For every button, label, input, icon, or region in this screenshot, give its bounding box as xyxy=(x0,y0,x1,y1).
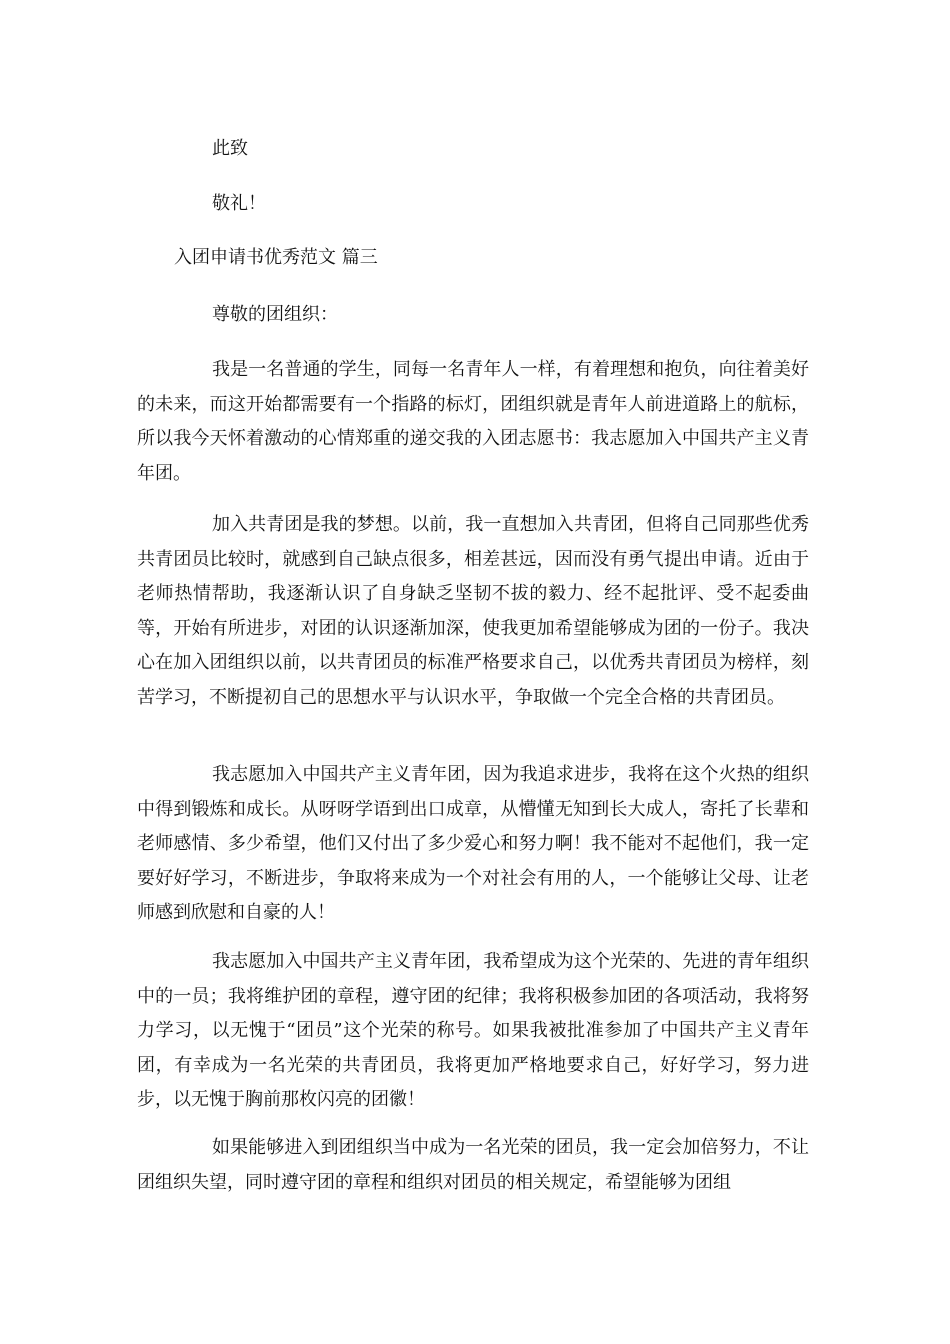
body-paragraph-5: 如果能够进入到团组织当中成为一名光荣的团员，我一定会加倍努力，不让团组织失望，同时遵守团的章程和组织对团员的相关规定，希望能够为团组 xyxy=(137,1137,809,1193)
section-heading: 入团申请书优秀范文 篇三 xyxy=(174,247,378,268)
body-paragraph-2: 加入共青团是我的梦想。以前，我一直想加入共青团，但将自己同那些优秀共青团员比较时，就感到自己缺点很多，相差甚远，因而没有勇气提出申请。近由于老师热情帮助，我逐渐认识了自身缺乏坚韧不拔的毅力、经不起批评、受不起委曲等，开始有所进步，对团的认识逐渐加深，使我更加希望能够成为团的一份子。我决心在加入团组织以前，以共青团员的标准严格要求自己，以优秀共青团员为榜样，刻苦学习，不断提初自己的思想水平与认识水平，争取做一个完全合格的共青团员。 xyxy=(137,514,809,708)
closing-line-1: 此致 xyxy=(212,138,248,159)
closing-line-2: 敬礼！ xyxy=(212,193,266,214)
body-paragraph-3: 我志愿加入中国共产主义青年团，因为我追求进步，我将在这个火热的组织中得到锻炼和成长。从呀呀学语到出口成章，从懵懂无知到长大成人，寄托了长辈和老师感情、多少希望，他们又付出了多少爱心和努力啊！我不能对不起他们，我一定要好好学习，不断进步，争取将来成为一个对社会有用的人，一个能够让父母、让老师感到欣慰和自豪的人！ xyxy=(137,764,809,923)
salutation: 尊敬的团组织： xyxy=(212,304,338,325)
body-paragraph-4: 我志愿加入中国共产主义青年团，我希望成为这个光荣的、先进的青年组织中的一员；我将维护团的章程，遵守团的纪律；我将积极参加团的各项活动，我将努力学习，以无愧于“团员”这个光荣的称号。如果我被批准参加了中国共产主义青年团，有幸成为一名光荣的共青团员，我将更加严格地要求自己，好好学习，努力进步，以无愧于胸前那枚闪亮的团徽！ xyxy=(137,951,809,1110)
body-paragraph-1: 我是一名普通的学生，同每一名青年人一样，有着理想和抱负，向往着美好的未来，而这开始都需要有一个指路的标灯，团组织就是青年人前进道路上的航标，所以我今天怀着激动的心情郑重的递交我的入团志愿书：我志愿加入中国共产主义青年团。 xyxy=(137,359,809,484)
